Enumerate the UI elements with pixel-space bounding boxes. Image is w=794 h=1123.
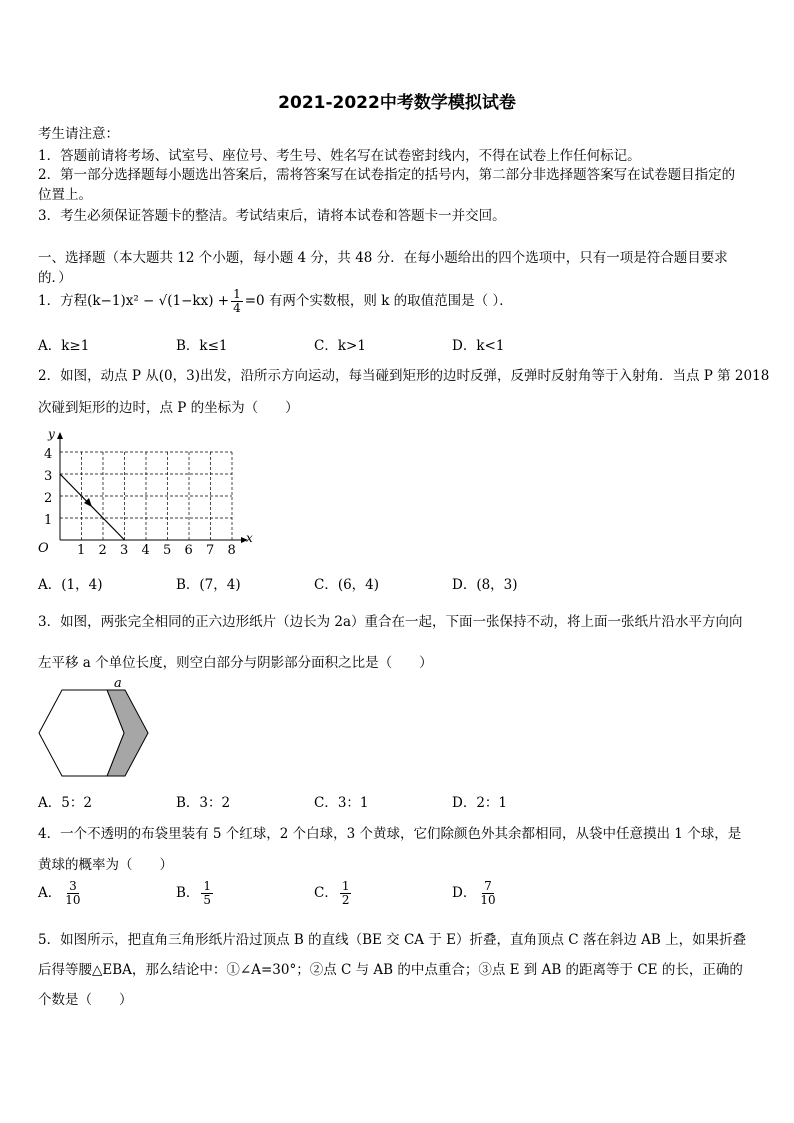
q4-stem-line1: 4．一个不透明的布袋里装有 5 个红球，2 个白球，3 个黄球，它们除颜色外其余都相同，从袋中任意摸出 1 个球，是 — [38, 826, 742, 842]
q3-hexagon-figure — [34, 676, 158, 780]
q2-origin-label: O — [38, 541, 49, 556]
q4-option-c-label: C． — [314, 885, 338, 901]
q1-stem — [38, 288, 513, 315]
q4-option-a — [38, 880, 85, 907]
q2-x-tick-5: 5 — [163, 543, 172, 558]
q1-frac-num: 1 — [233, 287, 241, 301]
q2-axis-y-label: y — [48, 427, 55, 441]
q2-x-tick-6: 6 — [184, 543, 193, 558]
q4-option-b-den: 5 — [203, 893, 212, 907]
q2-stem-line1: 2．如图，动点 P 从(0，3)出发，沿所示方向运动，每当碰到矩形的边时反弹，反弹时反射角等于入射角．当点 P 第 2018 — [38, 368, 770, 384]
q4-option-c-num: 1 — [341, 879, 350, 893]
q2-path-line — [60, 474, 125, 540]
q2-x-tick-8: 8 — [227, 543, 236, 558]
q2-x-tick-2: 2 — [98, 543, 107, 558]
q5-stem-line3: 个数是（ ） — [38, 992, 133, 1008]
q4-option-b-label: B． — [176, 885, 200, 901]
q2-x-tick-4: 4 — [141, 543, 150, 558]
q3-stem-line1: 3．如图，两张完全相同的正六边形纸片（边长为 2a）重合在一起，下面一张保持不动，将上面一张纸片沿水平方向向 — [38, 614, 743, 630]
notice-heading: 考生请注意： — [38, 126, 119, 142]
q2-y-tick-4: 4 — [44, 447, 53, 462]
q4-option-b-fraction — [201, 880, 213, 907]
q4-option-a-den: 10 — [65, 893, 81, 907]
q4-option-c — [314, 880, 353, 907]
section1-heading: 一、选择题（本大题共 12 个小题，每小题 4 分，共 48 分．在每小题给出的四个选项中，只有一项是符合题目要求 — [38, 250, 728, 266]
q2-option-a: A．(1，4) — [38, 577, 103, 593]
q1-suffix: 有两个实数根，则 k 的取值范围是（ ）． — [264, 293, 513, 309]
q5-stem-line1: 5．如图所示，把直角三角形纸片沿过顶点 B 的直线（BE 交 CA 于 E）折叠，直角顶点 C 落在斜边 AB 上，如果折叠 — [38, 932, 747, 948]
q5-stem-line2: 后得等腰△EBA，那么结论中：①∠A=30°；②点 C 与 AB 的中点重合；③点 E 到 AB 的距离等于 CE 的长，正确的 — [38, 962, 743, 978]
notice-item-1: 1．答题前请将考场、试室号、座位号、考生号、姓名写在试卷密封线内，不得在试卷上作任何标记。 — [38, 148, 641, 164]
notice-item-3: 3．考生必须保证答题卡的整洁。考试结束后，请将本试卷和答题卡一并交回。 — [38, 208, 506, 224]
q3-label-a: a — [114, 676, 122, 691]
q1-option-d: D．k<1 — [452, 338, 505, 354]
q3-stem-line2: 左平移 a 个单位长度，则空白部分与阴影部分面积之比是（ ） — [38, 655, 433, 671]
q1-option-b: B．k≤1 — [176, 338, 228, 354]
q2-y-tick-2: 2 — [44, 491, 53, 506]
q1-eq: =0 — [244, 293, 265, 309]
page-title: 2021-2022中考数学模拟试卷 — [278, 93, 516, 113]
q3-option-d: D．2：1 — [452, 795, 508, 811]
q4-option-d-den: 10 — [480, 893, 496, 907]
q1-frac-den: 4 — [233, 301, 241, 315]
section1-heading-cont: 的．） — [38, 270, 72, 286]
q1-formula: (k−1)x² − √(1−kx) + — [87, 293, 230, 309]
q2-x-tick-7: 7 — [206, 543, 215, 558]
q3-option-c: C．3：1 — [314, 795, 369, 811]
q1-option-c: C．k>1 — [314, 338, 366, 354]
q2-option-d: D．(8，3) — [452, 577, 518, 593]
q3-option-a: A．5：2 — [38, 795, 92, 811]
q4-option-d-num: 7 — [484, 879, 492, 893]
q4-option-a-label: A． — [38, 885, 62, 901]
q4-option-d-label: D． — [452, 885, 477, 901]
q2-axis-x-label: x — [246, 531, 253, 545]
q2-grid-figure — [34, 424, 264, 560]
q2-x-tick-3: 3 — [120, 543, 129, 558]
q2-option-c: C．(6，4) — [314, 577, 380, 593]
q1-option-a: A．k≥1 — [38, 338, 90, 354]
q3-option-b: B．3：2 — [176, 795, 231, 811]
q1-prefix: 1．方程 — [38, 293, 88, 309]
q4-option-b — [176, 880, 215, 907]
q2-option-b: B．(7，4) — [176, 577, 241, 593]
q2-y-arrow — [57, 432, 63, 439]
q2-stem-line2: 次碰到矩形的边时，点 P 的坐标为（ ） — [38, 400, 299, 416]
q2-x-tick-1: 1 — [77, 543, 86, 558]
q4-option-c-fraction — [340, 880, 352, 907]
q4-option-d-fraction — [478, 880, 497, 907]
q4-option-d — [452, 880, 500, 907]
q4-option-b-num: 1 — [203, 879, 212, 893]
q4-option-a-fraction — [63, 880, 82, 907]
notice-item-2-cont: 位置上。 — [38, 187, 92, 203]
q4-option-c-den: 2 — [341, 893, 350, 907]
q2-y-tick-3: 3 — [44, 469, 53, 484]
q2-y-tick-1: 1 — [44, 513, 53, 528]
q4-stem-line2: 黄球的概率为（ ） — [38, 857, 173, 873]
q3-hexagon — [39, 690, 124, 776]
q1-fraction — [231, 288, 243, 315]
q2-grid-lines — [60, 452, 232, 540]
q4-option-a-num: 3 — [69, 879, 77, 893]
notice-item-2: 2．第一部分选择题每小题选出答案后，需将答案写在试卷指定的括号内，第二部分非选择题答案写在试卷题目指定的 — [38, 167, 736, 183]
